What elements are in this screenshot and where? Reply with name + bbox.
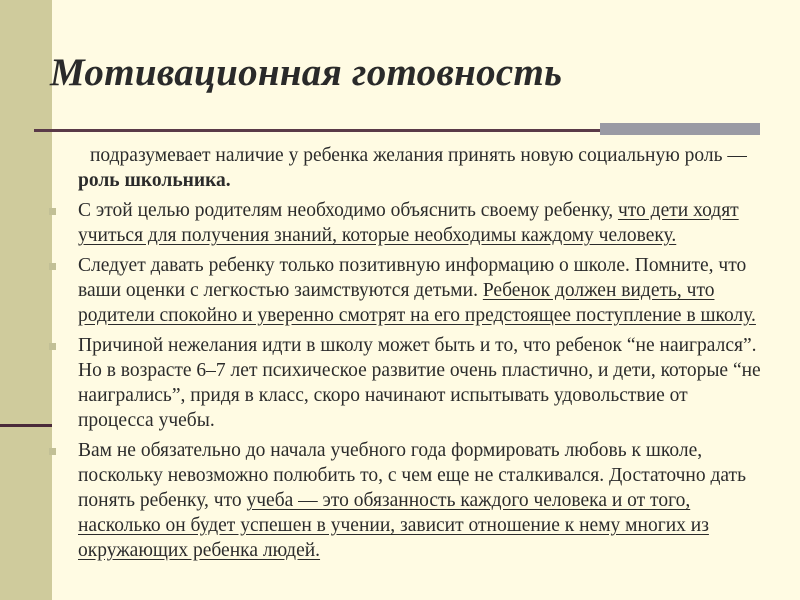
bullet-4-text: Вам не обязательно до начала учебного года формировать любовь к школе, поскольку невозможно полюбить то, с чем еще не сталкивался. Достаточно дать понять ребенку, что <box>78 440 746 511</box>
title-accent-block <box>600 123 760 135</box>
left-decorative-band <box>0 0 52 600</box>
bullet-item-1 <box>48 198 768 248</box>
square-bullet-icon <box>49 343 56 350</box>
square-bullet-icon <box>49 263 56 270</box>
slide-title: Мотивационная готовность <box>50 51 563 94</box>
square-bullet-icon <box>49 208 56 215</box>
square-bullet-icon <box>49 448 56 455</box>
left-band-divider <box>0 424 52 427</box>
bullet-item-3 <box>48 333 768 433</box>
bullet-2-text: Следует давать ребенку только позитивную информацию о школе. Помните, что ваши оценки с легкостью заимствуются детьми. <box>78 255 747 301</box>
slide-body <box>48 143 768 568</box>
bullet-1-text: С этой целью родителям необходимо объяснить своему ребенку, <box>78 200 618 221</box>
intro-paragraph <box>48 143 768 193</box>
title-underline-rule <box>34 129 600 132</box>
bullet-item-2 <box>48 253 768 328</box>
bullet-2-underlined-text: Ребенок должен видеть, что родители спокойно и уверенно смотрят на его предстоящее поступление в школу. <box>78 280 756 326</box>
bullet-4-underlined-text: учеба — это обязанность каждого человека и от того, насколько он будет успешен в учении, зависит отношение к нему многих из окружающих ребенка людей. <box>78 490 709 561</box>
intro-text: подразумевает наличие у ребенка желания принять новую социальную роль — <box>90 145 747 166</box>
bullet-1-underlined-text: что дети ходят учиться для получения знаний, которые необходимы каждому человеку. <box>78 200 739 246</box>
bullet-item-4 <box>48 438 768 563</box>
intro-bold-text: роль школьника. <box>78 170 231 191</box>
bullet-3-text: Причиной нежелания идти в школу может быть и то, что ребенок “не наигрался”. Но в возрасте 6–7 лет психическое развитие очень пластично, и дети, которые “не наигрались”, придя в класс, скоро начинают испытывать удовольствие от процесса учебы. <box>78 335 761 431</box>
